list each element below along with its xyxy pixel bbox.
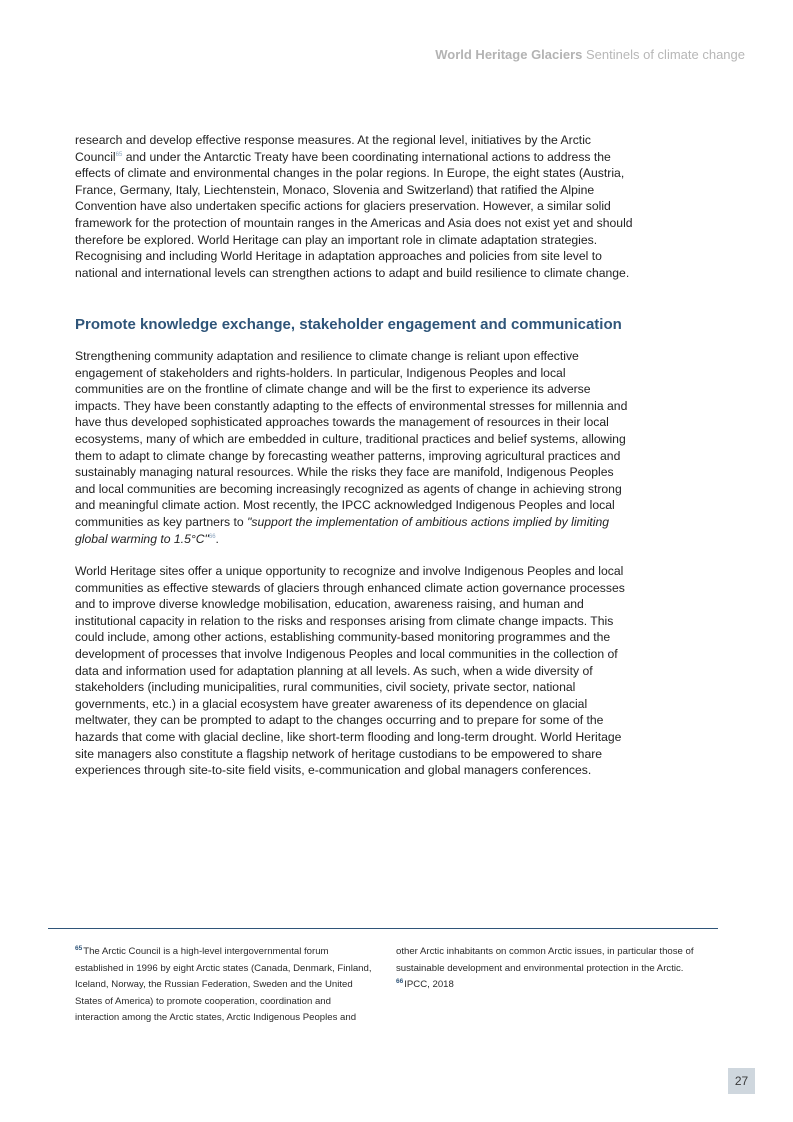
paragraph-1-text-end: and under the Antarctic Treaty have been coordinating international actions to address the effects of climate and environmental changes in the polar regions. In Europe, the eight states (Austria, France, Germany, Italy, Liechtenstein, Monaco, Slovenia and Switzerland) that ratified the Alpine Convention have also undertaken specific actions for glaciers preservation. However, a similar solid framework for the protection of mountain ranges in the Americas and Asia does not exist yet and should therefore be explored. World Heritage can play an important role in climate adaptation strategies. Recognising and including World Heritage in adaptation approaches and policies from site level to national and international levels can strengthen actions to adapt and build resilience to climate change. xyxy=(75,149,633,280)
footnote-ref-65[interactable]: 65 xyxy=(115,151,123,158)
running-header-subtitle: Sentinels of climate change xyxy=(586,47,745,62)
running-header xyxy=(435,47,745,62)
footnote-66-number: 66 xyxy=(396,977,404,985)
running-header-title: World Heritage Glaciers xyxy=(435,47,583,62)
footnotes-column-2 xyxy=(396,944,696,994)
footnote-66-text: IPCC, 2018 xyxy=(404,979,454,990)
section-heading: Promote knowledge exchange, stakeholder engagement and communication xyxy=(75,316,622,333)
footnote-divider xyxy=(48,928,718,929)
footnote-65 xyxy=(75,944,375,1027)
footnote-65-number: 65 xyxy=(75,944,83,952)
footnote-65-text: The Arctic Council is a high-level intergovernmental forum established in 1996 by eight Arctic states (Canada, Denmark, Finland, Iceland, Norway, the Russian Federation, Sweden and the United States of America) to promote cooperation, coordination and interaction among the Arctic states, Arctic Indigenous Peoples and xyxy=(75,946,372,1023)
paragraph-2-text: Strengthening community adaptation and resilience to climate change is reliant upon effective engagement of stakeholders and rights-holders. In particular, Indigenous Peoples and local communities are on the frontline of climate change and will be the first to experience its adverse impacts. They have been constantly adapting to the effects of environmental stresses for millennia and have thus developed sophisticated approaches towards the management of resources in their local ecosystems, many of which are embedded in culture, traditional practices and belief systems, allowing them to adapt to climate change by forecasting weather patterns, improving agricultural practices and sustainably managing natural resources. While the risks they face are manifold, Indigenous Peoples and local communities are becoming increasingly recognized as agents of change in achieving strong and meaningful climate action. Most recently, the IPCC acknowledged Indigenous Peoples and local communities as key partners to xyxy=(75,349,628,529)
paragraph-1-text-start: research and develop effective response measures. At the regional level, initiatives by the Arctic Council xyxy=(75,133,591,164)
body-paragraph-2 xyxy=(75,348,635,547)
body-paragraph-3 xyxy=(75,563,635,779)
page-number: 27 xyxy=(728,1068,755,1094)
paragraph-3-text: World Heritage sites offer a unique opportunity to recognize and involve Indigenous Peoples and local communities as effective stewards of glaciers through enhanced climate action governance processes and to improve diverse knowledge mobilisation, education, awareness raising, and human and institutional capacity in relation to the risks and responses arising from climate change impacts. This could include, among other actions, establishing community-based monitoring programmes and the development of processes that involve Indigenous Peoples and local communities in the collection of data and information used for adaptation planning at all levels. As such, when a wide diversity of stakeholders (including municipalities, rural communities, civil society, private sector, national governments, etc.) in a glacial ecosystem have greater awareness of its dependence on glacial meltwater, they can be prompted to adapt to the changes occurring and to prepare for some of the hazards that come with glacial decline, like short-term flooding and long-term drought. World Heritage site managers also constitute a flagship network of heritage custodians to be empowered to share experiences through site-to-site field visits, e-communication and global managers conferences. xyxy=(75,564,625,778)
body-paragraph-1 xyxy=(75,132,635,281)
footnote-ref-66[interactable]: 66 xyxy=(208,533,216,540)
ipcc-quote: "support the implementation of ambitious actions implied by limiting global warming to 1.5°C" xyxy=(75,514,610,546)
footnote-65-continuation: other Arctic inhabitants on common Arctic issues, in particular those of sustainable development and environmental protection in the Arctic. xyxy=(396,946,694,974)
footnote-66 xyxy=(396,977,696,994)
footnotes xyxy=(75,944,375,1027)
paragraph-2-end: . xyxy=(215,531,219,546)
